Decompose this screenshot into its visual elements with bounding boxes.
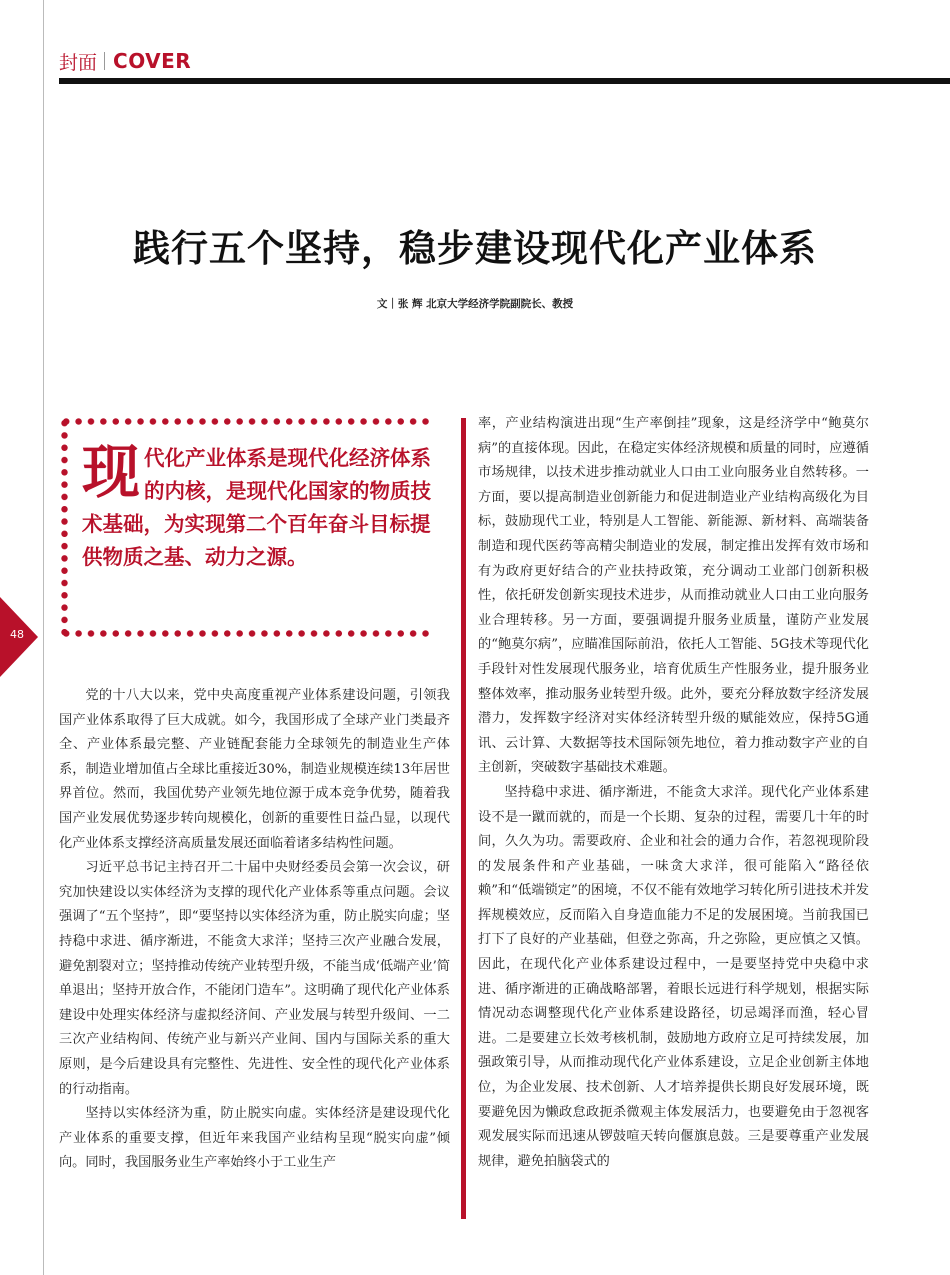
paragraph: 率，产业结构演进出现“生产率倒挂”现象，这是经济学中“鲍莫尔病”的直接体现。因此，在稳定实体经济规模和质量的同时，应遵循市场规律，以技术进步推动就业人口由工业向服务业自然转移。一方面，要以提高制造业创新能力和促进制造业产业结构高级化为目标，鼓励现代工业，特别是人工智能、新能源、新材料、高端装备制造和现代医药等高精尖制造业的发展，制定推出发挥有效市场和有为政府更好结合的产业扶持政策，充分调动工业部门创新积极性，依托研发创新实现技术进步，从而推动就业人口由工业向服务业合理转移。另一方面，要强调提升服务业质量，谨防产业发展的“鲍莫尔病”，应瞄准国际前沿，依托人工智能、5G技术等现代化手段针对性发展现代服务业，培育优质生产性服务业，提升服务业整体效率，推动服务业转型升级。此外，要充分释放数字经济发展潜力，发挥数字经济对实体经济转型升级的赋能效应，保持5G通讯、云计算、大数据等技术国际领先地位，着力推动数字产业的自主创新，突破数字基础技术难题。 bbox=[478, 416, 869, 776]
article-byline: 文｜张 辉 北京大学经济学院副院长、教授 bbox=[376, 298, 574, 310]
section-label bbox=[59, 48, 191, 74]
page-margin-rule bbox=[43, 0, 44, 1275]
section-label-en: COVER bbox=[113, 49, 192, 73]
paragraph: 坚持以实体经济为重，防止脱实向虚。实体经济是建设现代化产业体系的重要支撑，但近年来我国产业结构呈现“脱实向虚”倾向。同时，我国服务业生产率始终小于工业生产 bbox=[59, 1106, 450, 1171]
right-column bbox=[478, 412, 869, 1174]
pull-quote-text-block bbox=[82, 438, 434, 574]
section-label-cn: 封面 bbox=[59, 51, 98, 74]
page-number: 48 bbox=[10, 628, 24, 641]
article-title: 践行五个坚持，稳步建设现代化产业体系 bbox=[133, 226, 817, 270]
header-bar bbox=[59, 78, 950, 84]
pull-quote-top-dots bbox=[60, 417, 432, 426]
left-column bbox=[59, 684, 450, 1176]
pull-quote-bottom-dots bbox=[60, 629, 432, 638]
section-label-divider bbox=[104, 52, 105, 70]
pull-quote bbox=[60, 417, 435, 639]
paragraph: 坚持稳中求进、循序渐进，不能贪大求洋。现代化产业体系建设不是一蹴而就的，而是一个长期、复杂的过程，需要几十年的时间，久久为功。需要政府、企业和社会的通力合作，若忽视现阶段的发展条件和产业基础，一味贪大求洋，很可能陷入“路径依赖”和“低端锁定”的困境，不仅不能有效地学习转化所引进技术并发挥规模效应，反而陷入自身造血能力不足的发展困境。当前我国已打下了良好的产业基础，但登之弥高，升之弥险，更应慎之又慎。因此，在现代化产业体系建设过程中，一是要坚持党中央稳中求进、循序渐进的正确战略部署，着眼长远进行科学规划，根据实际情况动态调整现代化产业体系建设路径，切忌竭泽而渔，轻心冒进。二是要建立长效考核机制，鼓励地方政府立足可持续发展，加强政策引导，从而推动现代化产业体系建设，立足企业创新主体地位，为企业发展、技术创新、人才培养提供长期良好发展环境，既要避免因为懒政怠政扼杀微观主体发展活力，也要避免由于忽视客观发展实际而迅速从锣鼓喧天转向偃旗息鼓。三是要尊重产业发展规律，避免拍脑袋式的 bbox=[478, 784, 869, 1169]
pull-quote-text: 代化产业体系是现代化经济体系的内核，是现代化国家的物质技术基础，为实现第二个百年奋斗目标提供物质之基、动力之源。 bbox=[82, 446, 432, 569]
paragraph: 党的十八大以来，党中央高度重视产业体系建设问题，引领我国产业体系取得了巨大成就。如今，我国形成了全球产业门类最齐全、产业体系最完整、产业链配套能力全球领先的制造业生产体系，制造业增加值占全球比重接近30%，制造业规模连续13年居世界首位。然而，我国优势产业领先地位源于成本竞争优势，随着我国产业发展优势逐步转向规模化，创新的重要性日益凸显，以现代化产业体系支撑经济高质量发展还面临着诸多结构性问题。 bbox=[59, 688, 450, 851]
column-divider bbox=[461, 418, 466, 1219]
paragraph: 习近平总书记主持召开二十届中央财经委员会第一次会议，研究加快建设以实体经济为支撑的现代化产业体系等重点问题。会议强调了“五个坚持”，即“要坚持以实体经济为重，防止脱实向虚；坚持稳中求进、循序渐进，不能贪大求洋；坚持三次产业融合发展，避免割裂对立；坚持推动传统产业转型升级，不能当成‘低端产业’简单退出；坚持开放合作，不能闭门造车”。这明确了现代化产业体系建设中处理实体经济与虚拟经济间、产业发展与转型升级间、一二三次产业结构间、传统产业与新兴产业间、国内与国际关系的重大原则，是今后建设具有完整性、先进性、安全性的现代化产业体系的行动指南。 bbox=[59, 860, 450, 1097]
pull-quote-left-dots bbox=[60, 417, 69, 638]
pull-quote-drop-cap: 现 bbox=[82, 438, 141, 506]
